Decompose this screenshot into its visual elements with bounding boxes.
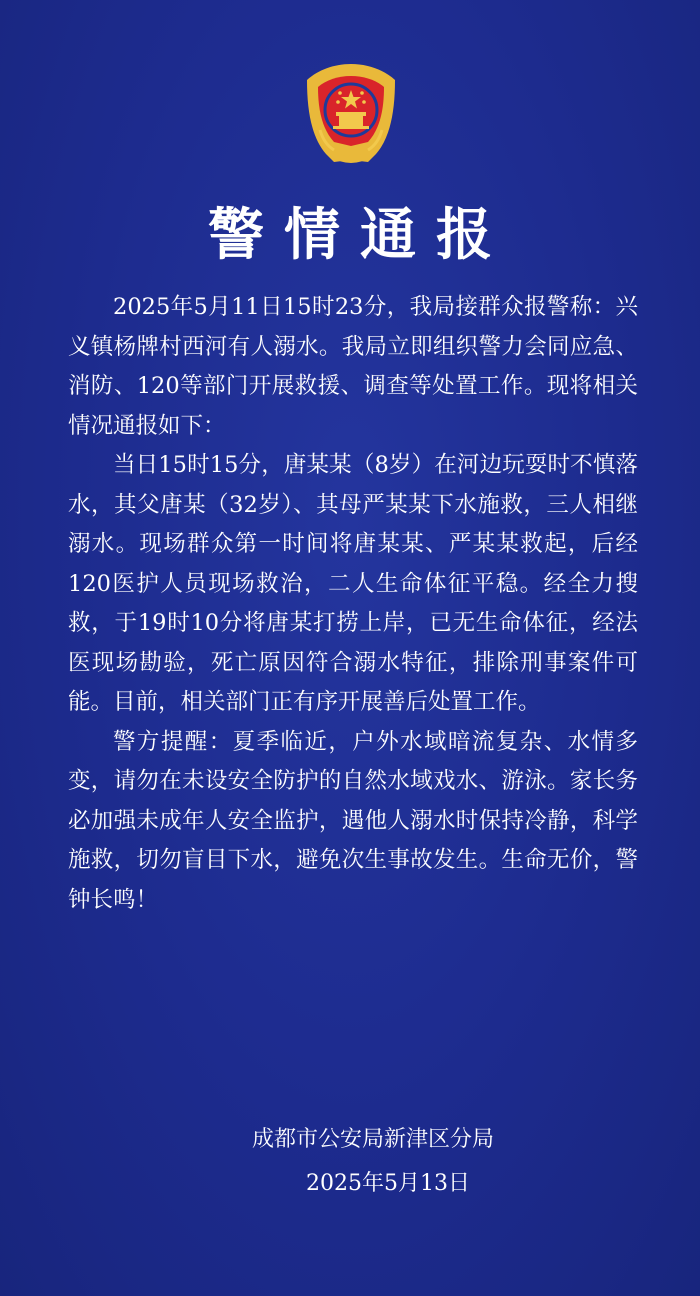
notice-body (68, 288, 638, 920)
police-emblem-icon (298, 60, 404, 172)
issuer-name: 成都市公安局新津区分局 (252, 1127, 495, 1152)
notice-paragraph: 2025年5月11日15时23分，我局接群众报警称：兴义镇杨牌村西河有人溺水。我局立即组织警力会同应急、消防、120等部门开展救援、调查等处置工作。现将相关情况通报如下： (68, 294, 638, 439)
notice-paragraph: 当日15时15分，唐某某（8岁）在河边玩耍时不慎落水，其父唐某（32岁）、其母严某某下水施救，三人相继溺水。现场群众第一时间将唐某某、严某某救起，后经120医护人员现场救治，二人生命体征平稳。经全力搜救，于19时10分将唐某打捞上岸，已无生命体征，经法医现场勘验，死亡原因符合溺水特征，排除刑事案件可能。目前，相关部门正有序开展善后处置工作。 (68, 452, 638, 715)
issue-date: 2025年5月13日 (306, 1171, 470, 1196)
notice-title: 警情通报 (208, 203, 512, 268)
signature-block (0, 1118, 700, 1206)
notice-paragraph: 警方提醒：夏季临近，户外水域暗流复杂、水情多变，请勿在未设安全防护的自然水域戏水、游泳。家长务必加强未成年人安全监护，遇他人溺水时保持冷静，科学施救，切勿盲目下水，避免次生事故发生。生命无价，警钟长鸣！ (68, 728, 638, 913)
